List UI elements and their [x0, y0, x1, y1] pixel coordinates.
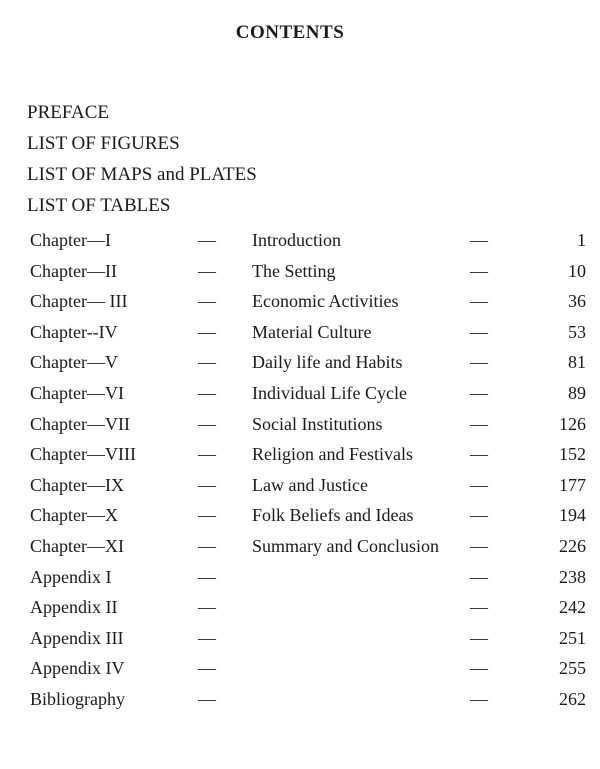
toc-entry-page: 242: [559, 597, 586, 618]
toc-entry-title: Material Culture: [252, 321, 372, 342]
separator-dash: —: [198, 230, 216, 250]
toc-entry-label: Chapter—VIII: [30, 444, 136, 465]
separator-dash: —: [198, 627, 216, 648]
separator-dash: —: [470, 230, 488, 250]
toc-entry-title: Individual Life Cycle: [252, 382, 407, 403]
separator-dash: —: [470, 535, 488, 556]
separator-dash: —: [198, 321, 216, 342]
separator-dash: —: [470, 444, 488, 465]
toc-entry-page: 262: [559, 688, 586, 709]
separator-dash: —: [198, 260, 216, 281]
toc-entry-title: Introduction: [252, 230, 341, 250]
toc-entry-label: Chapter—I: [30, 230, 111, 250]
toc-entry-page: 226: [559, 535, 586, 556]
toc-entry-title: Daily life and Habits: [252, 352, 403, 373]
front-matter-list-of-tables[interactable]: LIST OF TABLES: [27, 195, 171, 216]
separator-dash: —: [198, 688, 216, 709]
separator-dash: —: [470, 291, 488, 312]
separator-dash: —: [470, 505, 488, 526]
toc-entry-label: Chapter—VI: [30, 382, 124, 403]
separator-dash: —: [470, 597, 488, 618]
toc-entry-page: 238: [559, 566, 586, 587]
separator-dash: —: [198, 597, 216, 618]
toc-entry-label: Bibliography: [30, 688, 125, 709]
toc-entry-label: Chapter—VII: [30, 413, 130, 434]
separator-dash: —: [198, 352, 216, 373]
separator-dash: —: [470, 413, 488, 434]
toc-entry-title: Religion and Festivals: [252, 444, 413, 465]
separator-dash: —: [470, 627, 488, 648]
separator-dash: —: [198, 444, 216, 465]
separator-dash: —: [470, 474, 488, 495]
toc-entry-page: 89: [568, 382, 586, 403]
toc-entry-page: 255: [559, 658, 586, 679]
toc-entry-title: Summary and Conclusion: [252, 535, 439, 556]
toc-entry-label: Chapter—II: [30, 260, 117, 281]
toc-entry-label: Chapter— III: [30, 291, 128, 312]
toc-entry-page: 251: [559, 627, 586, 648]
separator-dash: —: [198, 413, 216, 434]
page-title: CONTENTS: [235, 22, 345, 43]
front-matter-list: [27, 97, 257, 221]
toc-entry-label: Chapter—V: [30, 352, 118, 373]
toc-entry-page: 194: [559, 505, 586, 526]
separator-dash: —: [470, 321, 488, 342]
toc-entry-label: Appendix II: [30, 597, 118, 618]
separator-dash: —: [198, 505, 216, 526]
toc-entry-label: Chapter—XI: [30, 535, 124, 556]
front-matter-list-of-figures[interactable]: LIST OF FIGURES: [27, 133, 180, 154]
separator-dash: —: [198, 291, 216, 312]
toc-entry-page: 177: [559, 474, 586, 495]
toc-entry-page: 81: [568, 352, 586, 373]
separator-dash: —: [470, 260, 488, 281]
toc-entry-title: Law and Justice: [252, 474, 368, 495]
separator-dash: —: [198, 535, 216, 556]
separator-dash: —: [470, 566, 488, 587]
toc-entry-label: Chapter—X: [30, 505, 118, 526]
toc-entry-title: Economic Activities: [252, 291, 399, 312]
toc-entry-title: Social Institutions: [252, 413, 383, 434]
toc-entry-page: 10: [568, 260, 586, 281]
separator-dash: —: [470, 658, 488, 679]
separator-dash: —: [470, 352, 488, 373]
toc-entry-label: Chapter--IV: [30, 321, 118, 342]
toc-entry-page: 36: [568, 291, 586, 312]
separator-dash: —: [198, 658, 216, 679]
toc-entry-label: Appendix I: [30, 566, 112, 587]
toc-entry-page: 53: [568, 321, 586, 342]
toc-entry-title: Folk Beliefs and Ideas: [252, 505, 414, 526]
toc-entry-title: The Setting: [252, 260, 336, 281]
toc-entry-label: Appendix IV: [30, 658, 125, 679]
separator-dash: —: [470, 688, 488, 709]
toc-entry-label: Appendix III: [30, 627, 124, 648]
toc-entry-label: Chapter—IX: [30, 474, 124, 495]
front-matter-list-of-maps-and-plates[interactable]: LIST OF MAPS and PLATES: [27, 164, 257, 185]
front-matter-preface[interactable]: PREFACE: [27, 102, 110, 123]
toc-entry-page: 152: [559, 444, 586, 465]
separator-dash: —: [198, 382, 216, 403]
toc-entry-page: 126: [559, 413, 586, 434]
separator-dash: —: [198, 474, 216, 495]
separator-dash: —: [198, 566, 216, 587]
toc-entry-page: 1: [577, 230, 586, 250]
separator-dash: —: [470, 382, 488, 403]
